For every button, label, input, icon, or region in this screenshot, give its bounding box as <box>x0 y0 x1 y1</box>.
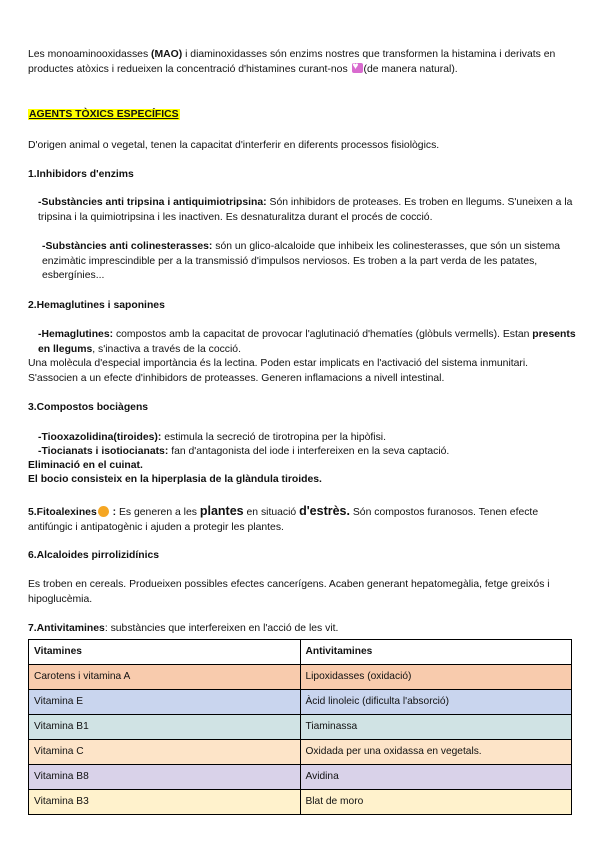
table-row <box>29 715 572 740</box>
heart-emoji-icon <box>352 63 363 73</box>
section-5-text: Es generen a les <box>118 507 200 518</box>
hemaglutines-text-2: , s'inactiva a través de la cocció. <box>92 343 241 355</box>
section-3-eliminacio <box>28 459 573 474</box>
item-b-text: són un glico-alcaloide que inhibeix les colinesterasses, que són un sistema enzimàtic imprescindible per a la transmissió d'impulsos nerviosos. Es troben a la part verda de les patates, esbergínies... <box>42 241 561 281</box>
intro-text: Les monoaminooxidasses <box>28 49 152 60</box>
intro-text-3: (de manera natural). <box>363 63 458 75</box>
section-7 <box>28 622 573 637</box>
item-a-bold: -Substàncies anti tripsina i antiquimiotripsina: <box>38 197 267 208</box>
mao-label: (MAO) <box>151 49 183 60</box>
table-cell-vitamina: Vitamina C <box>29 740 301 765</box>
intro-paragraph <box>28 48 573 77</box>
llegums-bold: presents en llegums <box>38 329 576 355</box>
section-3-bocio <box>28 473 573 488</box>
heading-description: D'origen animal o vegetal, tenen la capacitat d'interferir en diferents processos fisiològics. <box>28 140 440 151</box>
plantes-bold: plantes <box>199 504 244 518</box>
section-7-text: : substàncies que interfereixen en l'acció de les vit. <box>104 623 339 634</box>
section-5-sep: : <box>109 507 119 518</box>
section-3-title-text: 3.Compostos bociàgens <box>28 402 149 413</box>
table-header-cell: Antivitamines <box>300 640 572 665</box>
section-7-title: 7.Antivitamines <box>28 623 105 634</box>
tiocianats-text: fan d'antagonista del iode i interfereixen en la seva captació. <box>168 446 450 457</box>
table-cell-antivitamina: Tiaminassa <box>300 715 572 740</box>
tiooxazolidina-text: estimula la secreció de tirotropina per la hipòfisi. <box>161 432 387 443</box>
section-1-item-b <box>28 240 587 284</box>
table-header-cell: Vitamines <box>29 640 301 665</box>
section-1-title <box>28 168 573 183</box>
section-6-title <box>28 549 573 564</box>
hemaglutines-bold: -Hemaglutines: <box>38 329 114 340</box>
table-cell-antivitamina: Blat de moro <box>300 790 572 815</box>
table-cell-vitamina: Carotens i vitamina A <box>29 665 301 690</box>
intro-text-2: i diaminoxidasses són enzims nostres que transformen la histamina i derivats en productes atòxics i redueixen la concentració d'histamines curant-nos <box>28 49 556 75</box>
table-header-row <box>29 640 572 665</box>
table-cell-antivitamina: Avidina <box>300 765 572 790</box>
section-6-text: Es troben en cereals. Produeixen possibles efectes cancerígens. Acaben generant hepatomegàlia, fetge greixós i hipoglucèmia. <box>28 579 550 605</box>
table-row <box>29 740 572 765</box>
antivitamines-table <box>28 639 572 815</box>
section-5-text-2: en situació <box>243 507 300 518</box>
section-heading-text: AGENTS TÒXICS ESPECÍFICS <box>29 109 179 120</box>
table-cell-vitamina: Vitamina B8 <box>29 765 301 790</box>
section-6-title-text: 6.Alcaloides pirrolizidínics <box>28 550 160 561</box>
section-5 <box>28 504 573 535</box>
tiocianats-bold: -Tiocianats i isotiocianats: <box>38 446 169 457</box>
section-3-item-a <box>28 431 583 446</box>
section-2-item-a <box>28 328 583 357</box>
eliminacio-text: Eliminació en el cuinat. <box>28 460 143 471</box>
table-row <box>29 790 572 815</box>
section-heading <box>28 108 573 123</box>
section-3-item-b <box>28 445 583 460</box>
tiooxazolidina-bold: -Tiooxazolidina(tiroides): <box>38 432 162 443</box>
table-cell-antivitamina: Lipoxidasses (oxidació) <box>300 665 572 690</box>
section-2-lectina: Una molècula d'especial importància és la lectina. Poden estar implicats en l'activació del sistema inmunitari. S'associen a un efecte d'inhibidors de proteasses. Generen inflamacions a nivell intestinal. <box>28 358 529 384</box>
hemaglutines-text: compostos amb la capacitat de provocar l'aglutinació d'hematíes (glòbuls vermells). Estan <box>113 329 533 340</box>
section-2-title <box>28 299 573 314</box>
table-cell-antivitamina: Àcid linoleic (dificulta l'absorció) <box>300 690 572 715</box>
section-5-text-3: Són compostos furanosos. Tenen efecte antifúngic i antipatogènic i ajuden a protegir les plantes. <box>28 507 539 533</box>
bocio-text: El bocio consisteix en la hiperplasia de la glàndula tiroides. <box>28 474 322 485</box>
table-cell-vitamina: Vitamina B3 <box>29 790 301 815</box>
table-row <box>29 765 572 790</box>
section-2-title-text: 2.Hemaglutines i saponines <box>28 300 165 311</box>
section-1-item-a <box>28 196 583 225</box>
estres-bold: d'estrès. <box>299 504 350 518</box>
table-row <box>29 690 572 715</box>
table-cell-vitamina: Vitamina B1 <box>29 715 301 740</box>
section-1-title-text: 1.Inhibidors d'enzims <box>28 169 134 180</box>
item-b-bold: -Substàncies anti colinesterasses: <box>42 241 213 252</box>
table-row <box>29 665 572 690</box>
table-cell-antivitamina: Oxidada per una oxidassa en vegetals. <box>300 740 572 765</box>
item-a-text: Són inhibidors de proteases. Es troben en llegums. S'uneixen a la tripsina i la quimiotripsina i les inactiven. Es desnaturalitza durant el procés de cocció. <box>38 197 573 223</box>
face-emoji-icon <box>98 506 109 517</box>
section-5-title: 5.Fitoalexines <box>28 507 97 518</box>
section-3-title <box>28 401 573 416</box>
table-cell-vitamina: Vitamina E <box>29 690 301 715</box>
